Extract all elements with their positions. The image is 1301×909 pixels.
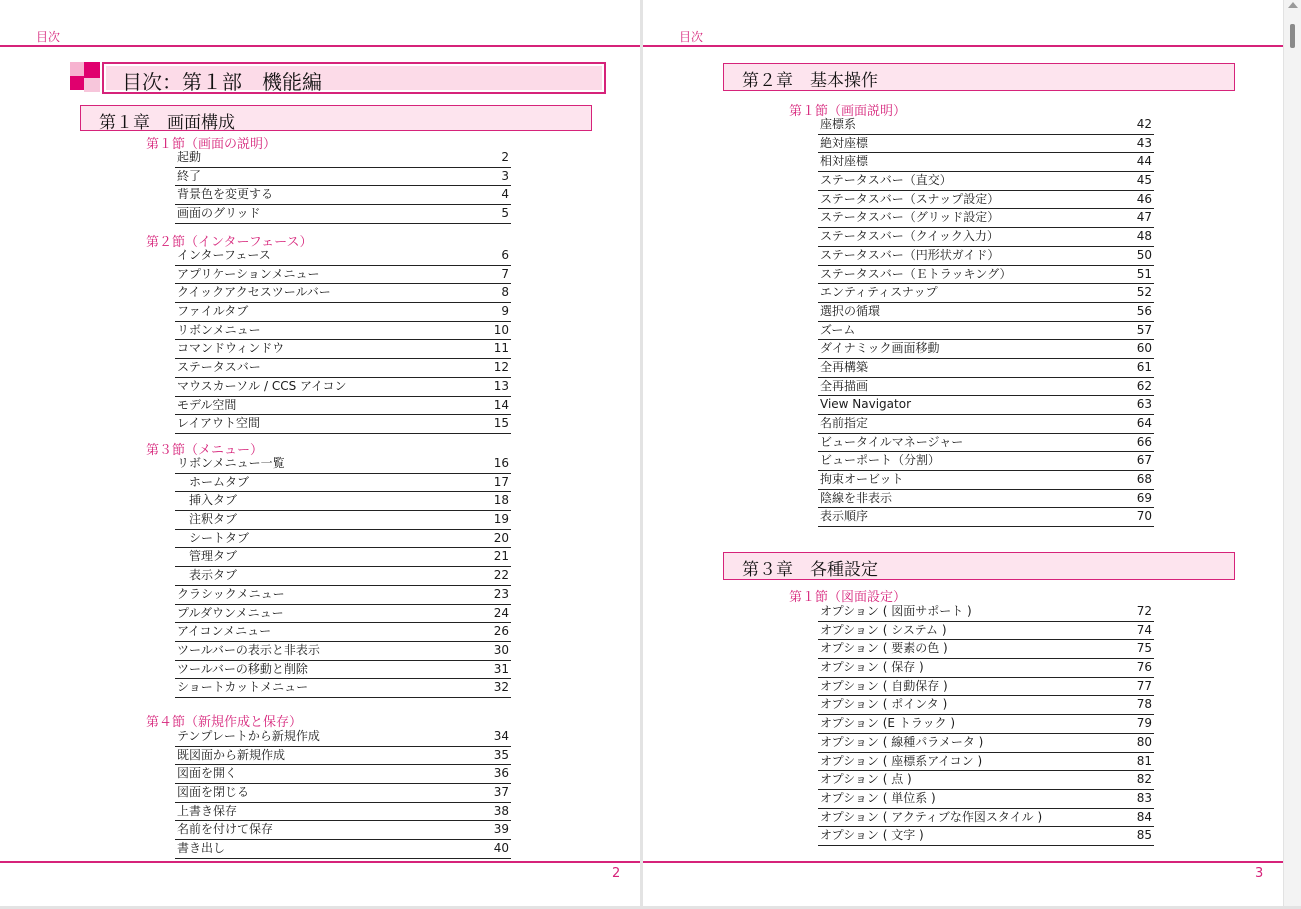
toc-entry (175, 322, 511, 341)
toc-entry-label: クイックアクセスツールバー (177, 285, 331, 300)
toc-entry (175, 679, 511, 698)
toc-entry-page: 76 (1136, 660, 1152, 675)
toc-entry-page: 67 (1136, 453, 1152, 468)
decorative-square (84, 62, 100, 78)
toc-entry (175, 567, 511, 586)
toc-entry-page: 23 (493, 586, 509, 601)
toc-entry (175, 168, 511, 187)
toc-entry-page: 66 (1136, 434, 1152, 449)
toc-entry (175, 415, 511, 434)
toc-entry-label: マウスカーソル / CCS アイコン (177, 378, 347, 393)
page-number: 2 (612, 866, 621, 881)
toc-list (175, 149, 511, 224)
toc-entry-label: 注釈タブ (189, 512, 238, 527)
toc-entry (175, 642, 511, 661)
toc-entry-page: 84 (1136, 809, 1152, 824)
toc-list (175, 455, 511, 698)
toc-entry-label: ホームタブ (189, 474, 250, 489)
toc-entry-label: オプション ( 保存 ) (820, 660, 924, 675)
toc-entry-label: ビュータイルマネージャー (820, 434, 964, 449)
toc-entry (818, 153, 1154, 172)
toc-entry (175, 340, 511, 359)
toc-entry-label: 終了 (177, 168, 202, 183)
toc-entry-label: エンティティスナップ (820, 285, 938, 300)
toc-entry-page: 35 (493, 747, 509, 762)
toc-entry (818, 809, 1154, 828)
section-title: 第３節（メニュー） (146, 443, 264, 458)
toc-entry-label: オプション ( 座標系アイコン ) (820, 753, 983, 768)
toc-entry-label: 表示順序 (820, 509, 869, 524)
toc-entry-page: 44 (1136, 154, 1152, 169)
toc-entry-label: 名前を付けて保存 (177, 822, 274, 837)
toc-entry-label: オプション ( 線種パラメータ ) (820, 734, 984, 749)
toc-entry-label: シートタブ (189, 530, 250, 545)
toc-entry (818, 734, 1154, 753)
toc-entry-label: オプション ( システム ) (820, 622, 947, 637)
toc-entry-label: ショートカットメニュー (177, 680, 309, 695)
section-title: 第２節（インターフェース） (146, 235, 313, 250)
toc-entry-label: ステータスバー（グリッド設定） (820, 210, 1000, 225)
toc-entry (818, 247, 1154, 266)
toc-entry (818, 303, 1154, 322)
toc-entry-page: 78 (1136, 697, 1152, 712)
toc-entry (175, 149, 511, 168)
toc-entry-label: ステータスバー（クイック入力） (820, 229, 999, 244)
toc-entry-page: 46 (1136, 191, 1152, 206)
toc-entry-page: 30 (493, 642, 509, 657)
toc-entry-label: クラシックメニュー (177, 586, 285, 601)
toc-entry-page: 36 (493, 766, 509, 781)
toc-entry-page: 13 (493, 378, 509, 393)
toc-entry-label: リボンメニュー (177, 322, 261, 337)
toc-entry-page: 26 (493, 624, 509, 639)
toc-entry-label: モデル空間 (177, 397, 237, 412)
toc-entry (175, 359, 511, 378)
toc-entry-label: オプション ( ポインタ ) (820, 697, 948, 712)
toc-entry (818, 753, 1154, 772)
toc-entry-label: ステータスバー（円形状ガイド） (820, 247, 1000, 262)
toc-entry-label: ダイナミック画面移動 (820, 341, 940, 356)
toc-entry-label: オプション (E トラック ) (820, 716, 956, 731)
toc-entry-page: 51 (1136, 266, 1152, 281)
toc-entry-label: 選択の循環 (820, 303, 881, 318)
toc-entry-label: コマンドウィンドウ (177, 341, 285, 356)
section-title: 第１節（画面説明） (789, 104, 907, 119)
toc-entry (175, 623, 511, 642)
toc-entry (175, 586, 511, 605)
toc-entry (175, 247, 511, 266)
toc-entry-label: レイアウト空間 (177, 416, 261, 431)
toc-entry-page: 37 (493, 785, 509, 800)
toc-entry-label: ステータスバー (177, 360, 261, 375)
toc-entry-page: 61 (1136, 359, 1152, 374)
toc-entry-label: ビューポート（分割） (820, 453, 941, 468)
toc-entry (175, 266, 511, 285)
toc-entry-page: 72 (1136, 604, 1152, 618)
toc-entry-label: オプション ( 要素の色 ) (820, 641, 948, 656)
toc-entry-page: 85 (1136, 828, 1152, 843)
toc-entry-page: 20 (493, 530, 509, 545)
toc-entry-page: 74 (1136, 622, 1152, 637)
toc-entry-page: 31 (493, 661, 509, 676)
toc-entry-label: オプション ( アクティブな作図スタイル ) (820, 809, 1043, 824)
toc-entry-label: ステータスバー（Ｅトラッキング） (820, 266, 1012, 281)
part-title-block (70, 62, 606, 94)
toc-entry (818, 715, 1154, 734)
toc-entry-page: 70 (1136, 509, 1152, 524)
toc-entry-page: 7 (501, 266, 509, 281)
toc-entry (818, 284, 1154, 303)
toc-entry (818, 359, 1154, 378)
toc-entry (175, 765, 511, 784)
toc-entry-label: アプリケーションメニュー (177, 266, 320, 281)
toc-list (818, 603, 1154, 846)
toc-entry (818, 490, 1154, 509)
toc-entry-label: テンプレートから新規作成 (177, 729, 320, 743)
toc-entry (818, 640, 1154, 659)
toc-entry-label: 起動 (177, 150, 202, 164)
chapter-title: 第１章 画面構成 (99, 113, 235, 133)
toc-entry-page: 40 (493, 841, 509, 856)
toc-entry-page: 69 (1136, 490, 1152, 505)
running-head: 目次 (36, 30, 61, 44)
toc-entry (818, 790, 1154, 809)
toc-entry-page: 12 (493, 360, 509, 375)
toc-entry (175, 511, 511, 530)
toc-entry-label: オプション ( 単位系 ) (820, 790, 936, 805)
toc-entry (818, 771, 1154, 790)
toc-entry-page: 18 (493, 493, 509, 508)
section-title: 第４節（新規作成と保存） (146, 715, 303, 730)
toc-entry-label: アイコンメニュー (177, 624, 272, 639)
section-title: 第１節（図面設定） (789, 590, 907, 605)
chapter-heading (723, 552, 1235, 580)
toc-entry-label: ツールバーの移動と削除 (177, 661, 308, 676)
toc-entry-label: 図面を開く (177, 766, 238, 781)
toc-entry (175, 728, 511, 747)
toc-entry-page: 47 (1136, 210, 1152, 225)
toc-entry-label: 陰線を非表示 (820, 490, 893, 505)
toc-entry-label: インターフェース (177, 248, 271, 262)
toc-entry (818, 827, 1154, 846)
toc-entry-label: ツールバーの表示と非表示 (177, 642, 320, 657)
chapter-title: 第２章 基本操作 (742, 71, 878, 91)
chapter-heading (723, 63, 1235, 91)
toc-entry-page: 21 (493, 549, 509, 564)
toc-entry (175, 747, 511, 766)
toc-entry (175, 605, 511, 624)
toc-entry (818, 452, 1154, 471)
toc-entry-label: 拘束オービット (820, 472, 904, 487)
toc-list (818, 116, 1154, 527)
toc-entry-page: 75 (1136, 641, 1152, 656)
section-title: 第１節（画面の説明） (146, 137, 277, 152)
toc-entry (175, 205, 511, 224)
toc-entry (175, 474, 511, 493)
toc-entry (175, 378, 511, 397)
footer-rule (0, 861, 640, 863)
toc-entry (818, 696, 1154, 715)
toc-entry (175, 784, 511, 803)
running-head: 目次 (679, 30, 704, 44)
toc-entry (175, 661, 511, 680)
toc-entry-page: 50 (1136, 247, 1152, 262)
toc-entry (818, 340, 1154, 359)
toc-entry-page: 3 (501, 168, 509, 183)
toc-entry-page: 4 (501, 187, 509, 202)
toc-entry-label: 全再構築 (820, 359, 869, 374)
toc-entry (818, 378, 1154, 397)
left-page (0, 0, 640, 906)
toc-entry-label: 既図面から新規作成 (177, 747, 286, 762)
toc-entry-page: 5 (501, 206, 509, 221)
toc-entry-label: ステータスバー（直交） (820, 173, 952, 188)
toc-entry (818, 209, 1154, 228)
toc-entry-label: 相対座標 (820, 154, 869, 169)
toc-entry-page: 79 (1136, 716, 1152, 731)
toc-entry-label: オプション ( 自動保存 ) (820, 678, 948, 693)
toc-entry-label: ファイルタブ (177, 304, 249, 319)
toc-entry (818, 135, 1154, 154)
toc-entry-page: 24 (493, 605, 509, 620)
toc-entry-label: 絶対座標 (820, 135, 869, 150)
part-title: 目次：第１部 機能編 (122, 70, 322, 94)
toc-entry-page: 48 (1136, 229, 1152, 244)
toc-entry-label: オプション ( 文字 ) (820, 828, 924, 843)
toc-entry-page: 68 (1136, 472, 1152, 487)
toc-entry-label: 図面を閉じる (177, 785, 250, 800)
toc-entry-page: 10 (493, 322, 509, 337)
footer-rule (643, 861, 1283, 863)
toc-entry (818, 678, 1154, 697)
toc-entry-page: 83 (1136, 790, 1152, 805)
toc-entry-page: 8 (501, 285, 509, 300)
decorative-square (84, 78, 100, 92)
toc-entry (175, 186, 511, 205)
toc-entry (175, 530, 511, 549)
toc-entry (818, 508, 1154, 527)
toc-entry-label: ステータスバー（スナップ設定） (820, 191, 1000, 206)
toc-entry-label: 画面のグリッド (177, 206, 261, 221)
toc-entry-page: 9 (501, 304, 509, 319)
toc-entry (175, 284, 511, 303)
toc-entry-label: プルダウンメニュー (177, 605, 284, 620)
toc-entry-label: リボンメニュー一覧 (177, 456, 285, 470)
toc-entry-label: 上書き保存 (177, 803, 238, 818)
toc-entry-page: 56 (1136, 303, 1152, 318)
right-page (643, 0, 1283, 906)
toc-entry-page: 64 (1136, 416, 1152, 430)
toc-entry-page: 34 (493, 729, 509, 743)
toc-entry-page: 77 (1136, 678, 1152, 693)
toc-entry-page: 82 (1136, 772, 1152, 787)
toc-entry (818, 415, 1154, 434)
toc-entry-page: 52 (1136, 285, 1152, 300)
toc-entry-label: オプション ( 点 ) (820, 772, 912, 787)
toc-entry (818, 434, 1154, 453)
toc-entry-label: ズーム (820, 322, 856, 337)
toc-entry-page: 39 (493, 822, 509, 837)
header-rule (0, 45, 640, 47)
toc-entry (818, 266, 1154, 285)
toc-entry-page: 16 (493, 456, 509, 470)
toc-entry-page: 80 (1136, 734, 1152, 749)
toc-entry-label: 全再描画 (820, 378, 869, 393)
toc-entry (818, 396, 1154, 415)
toc-entry-label: 名前指定 (820, 416, 869, 430)
toc-entry (818, 228, 1154, 247)
toc-entry-label: 背景色を変更する (177, 187, 274, 202)
toc-entry-page: 15 (493, 416, 509, 431)
toc-entry (175, 492, 511, 511)
toc-entry-label: 書き出し (177, 841, 226, 856)
toc-entry-page: 22 (493, 568, 509, 583)
toc-entry-page: 11 (493, 341, 509, 356)
toc-entry (818, 191, 1154, 210)
toc-entry-label: View Navigator (820, 397, 912, 412)
chapter-title: 第３章 各種設定 (742, 560, 878, 580)
toc-entry-page: 62 (1136, 378, 1152, 393)
toc-entry (175, 548, 511, 567)
toc-entry-label: オプション ( 図面サポート ) (820, 604, 972, 618)
toc-entry-page: 6 (501, 248, 509, 262)
toc-entry (175, 303, 511, 322)
toc-entry-label: 座標系 (820, 117, 857, 131)
toc-entry-label: 表示タブ (189, 568, 238, 583)
scroll-up-arrow-icon[interactable] (1288, 2, 1298, 8)
toc-entry-page: 17 (493, 474, 509, 489)
toc-entry-page: 43 (1136, 135, 1152, 150)
decorative-square (70, 76, 84, 90)
toc-entry (818, 172, 1154, 191)
toc-entry-page: 2 (501, 150, 509, 164)
toc-list (175, 247, 511, 434)
toc-entry-page: 45 (1136, 173, 1152, 188)
toc-entry (818, 322, 1154, 341)
toc-entry (818, 603, 1154, 622)
toc-entry-page: 14 (493, 397, 509, 412)
vertical-scrollbar[interactable] (1283, 0, 1301, 906)
toc-entry-page: 19 (493, 512, 509, 527)
toc-entry (818, 471, 1154, 490)
toc-entry (818, 116, 1154, 135)
toc-entry-page: 38 (493, 803, 509, 818)
scroll-thumb[interactable] (1290, 24, 1295, 48)
page-number: 3 (1255, 866, 1264, 881)
toc-entry-label: 管理タブ (189, 549, 238, 564)
toc-entry-label: 挿入タブ (189, 493, 238, 508)
toc-entry (175, 840, 511, 859)
toc-entry (818, 622, 1154, 641)
toc-entry-page: 32 (493, 680, 509, 695)
toc-entry (175, 821, 511, 840)
toc-entry (175, 455, 511, 474)
toc-entry (175, 397, 511, 416)
toc-entry-page: 42 (1136, 117, 1152, 131)
header-rule (643, 45, 1283, 47)
toc-entry-page: 57 (1136, 322, 1152, 337)
toc-list (175, 728, 511, 859)
toc-entry-page: 63 (1136, 397, 1152, 412)
part-title-box (102, 62, 606, 94)
toc-entry-page: 81 (1136, 753, 1152, 768)
decorative-square (70, 62, 84, 76)
toc-entry (175, 803, 511, 822)
toc-entry-page: 60 (1136, 341, 1152, 356)
toc-entry (818, 659, 1154, 678)
chapter-heading (80, 105, 592, 131)
